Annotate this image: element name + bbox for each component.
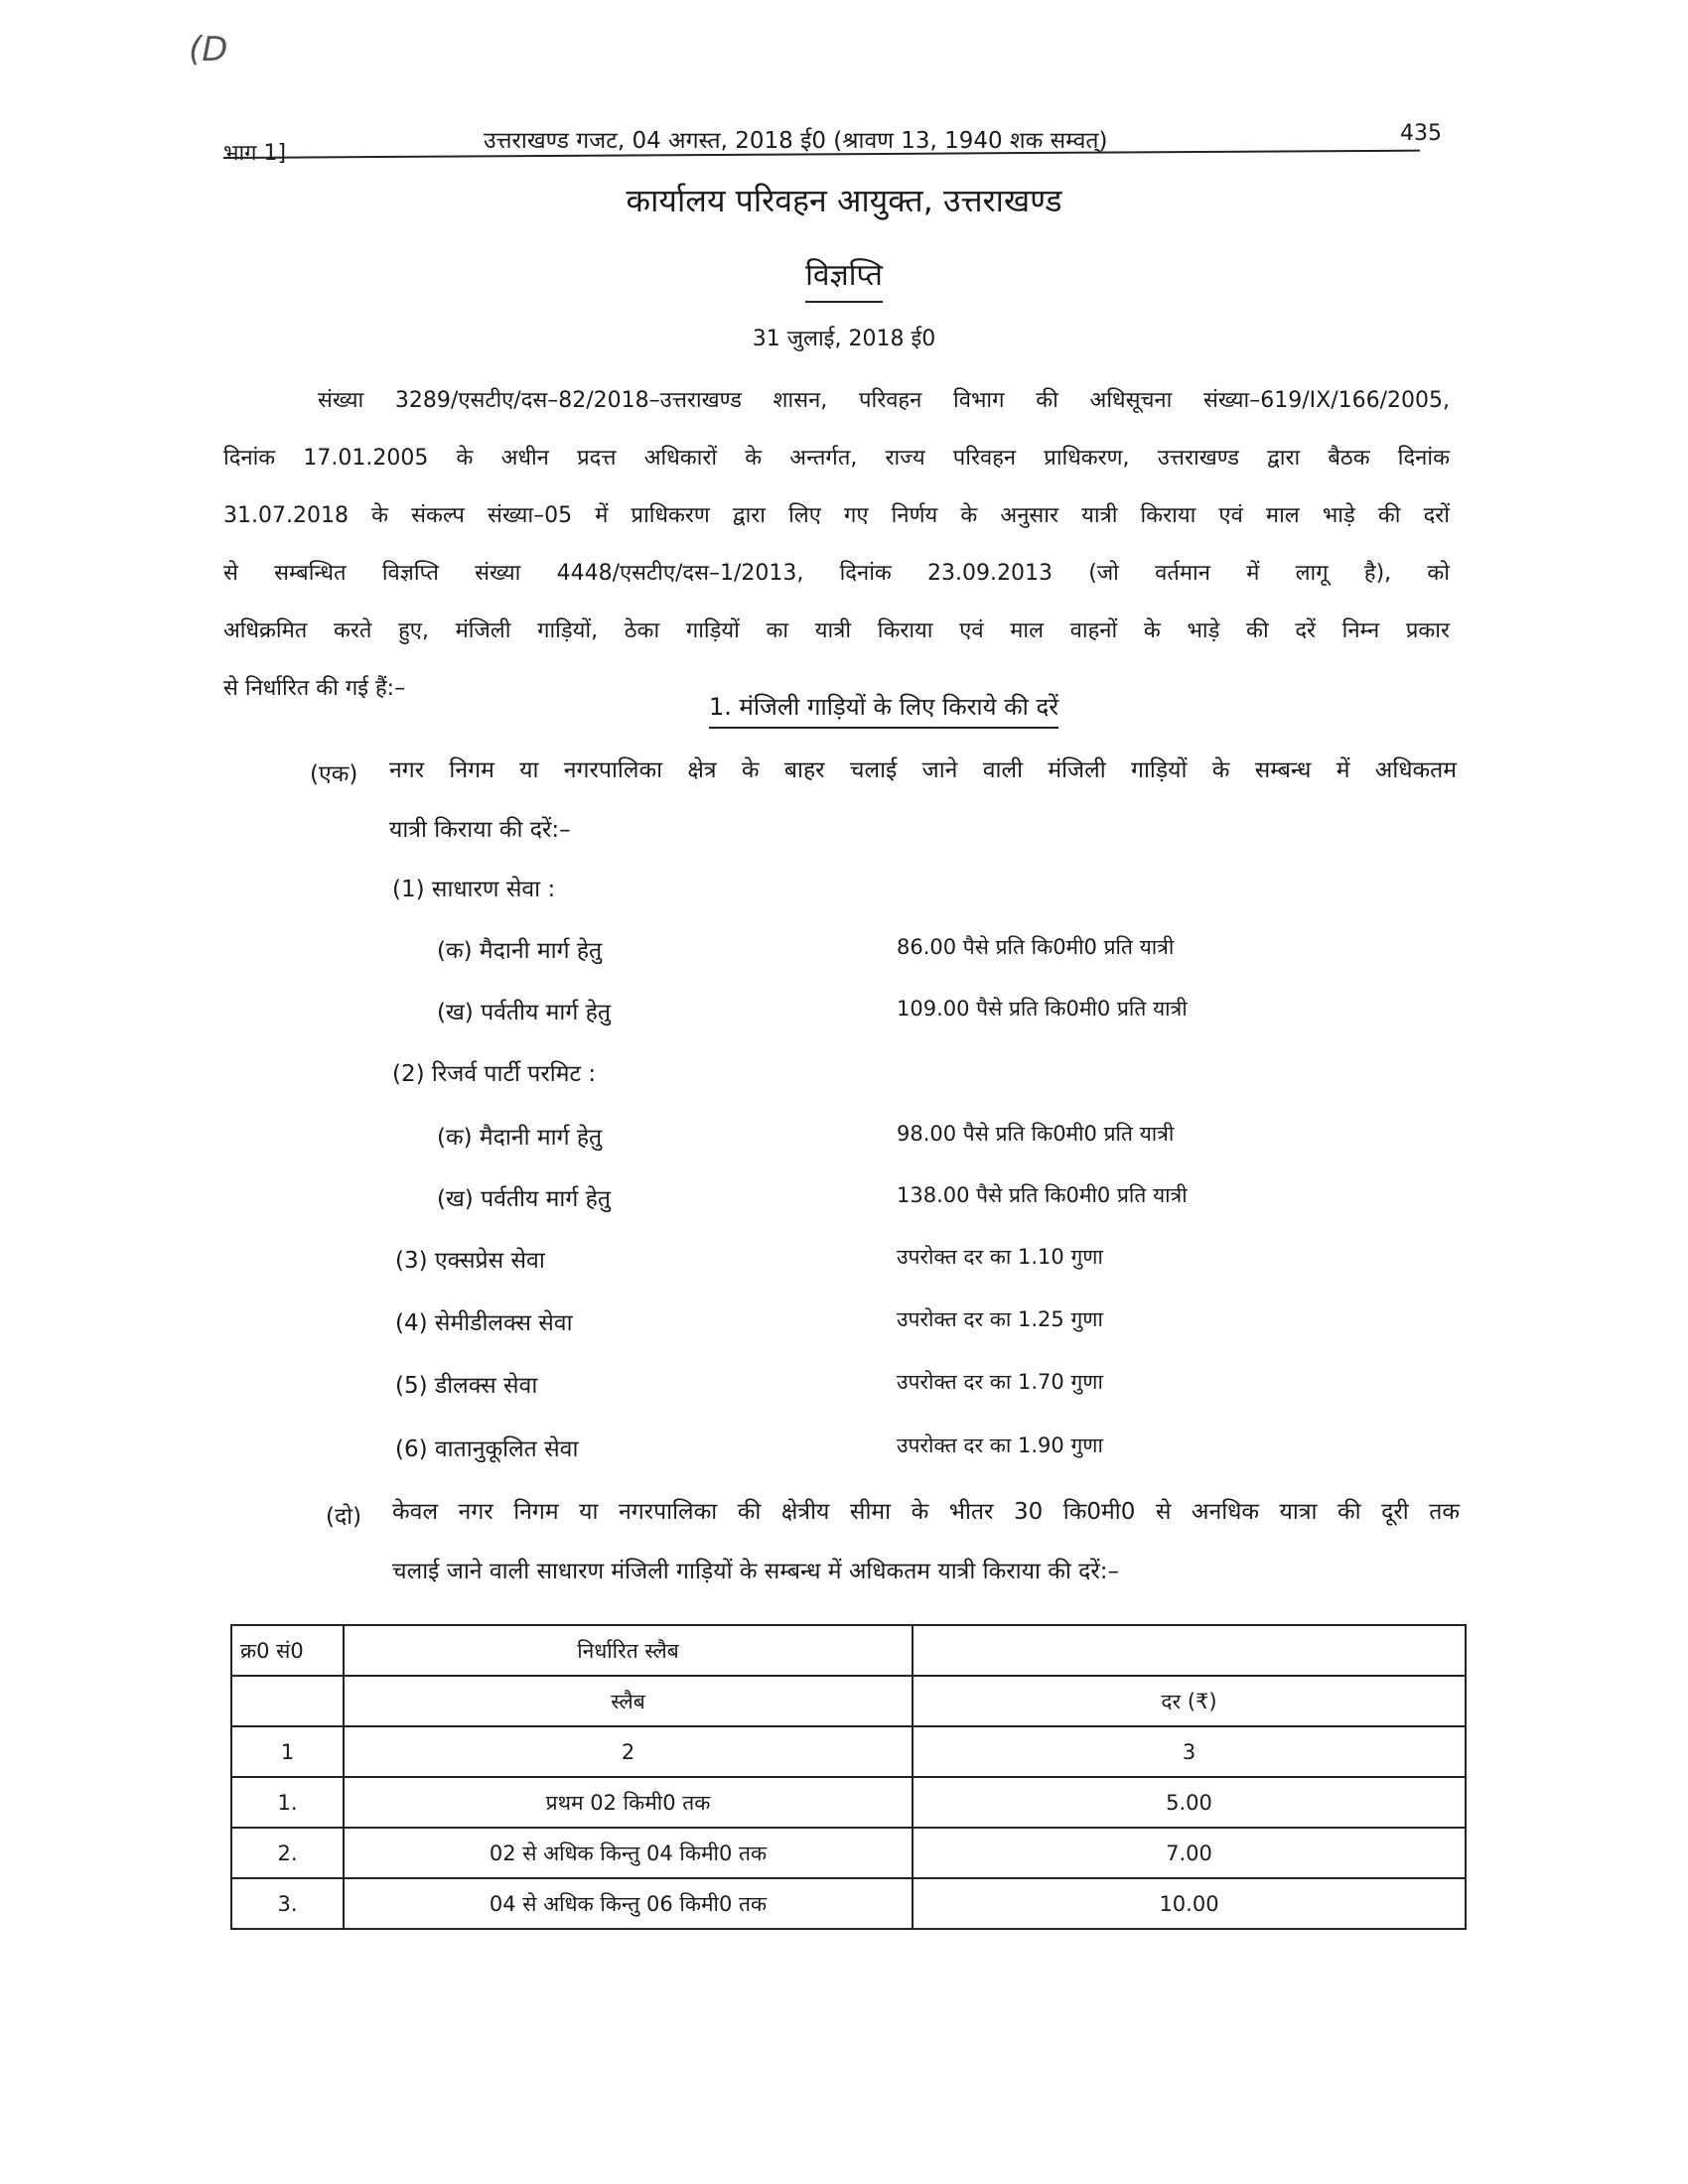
intro-line: अधिक्रमित करते हुए, मंजिली गाड़ियों, ठेका गाड़ियों का यात्री किराया एवं माल वाहनों के भाड़े की दरें निम्न प्रकार <box>223 618 1450 643</box>
row-rate: 10.00 <box>913 1878 1466 1929</box>
handwritten-page-mark: (D <box>189 30 228 69</box>
header-rate: दर (₹) <box>913 1676 1466 1726</box>
row-serial: 3. <box>231 1878 344 1929</box>
office-title: कार्यालय परिवहन आयुक्त, उत्तराखण्ड <box>626 182 1062 219</box>
table-row <box>231 1828 1466 1878</box>
section-1-title: 1. मंजिली गाड़ियों के लिए किराये की दरें <box>0 690 1688 723</box>
row-slab: प्रथम 02 किमी0 तक <box>344 1777 913 1828</box>
ac-service-label: (6) वातानुकूलित सेवा <box>395 1436 579 1462</box>
clause-b-marker: (दो) <box>326 1504 362 1530</box>
row-serial: 2. <box>231 1828 344 1878</box>
reserve-plain-route-label: (क) मैदानी मार्ग हेतु <box>437 1125 603 1151</box>
row-serial: 1. <box>231 1777 344 1828</box>
table-row <box>231 1878 1466 1929</box>
express-service-rate: उपरोक्त दर का 1.10 गुणा <box>897 1245 1103 1269</box>
col-number: 1 <box>231 1726 344 1777</box>
intro-paragraph <box>223 372 1450 718</box>
row-slab: 04 से अधिक किन्तु 06 किमी0 तक <box>344 1878 913 1929</box>
row-rate: 5.00 <box>913 1777 1466 1828</box>
ordinary-plain-route-rate: 86.00 पैसे प्रति कि0मी0 प्रति यात्री <box>897 935 1175 959</box>
notice-title: विज्ञप्ति <box>0 253 1688 294</box>
clause-a-line-1: नगर निगम या नगरपालिका क्षेत्र के बाहर चलाई जाने वाली मंजिली गाड़ियों के सम्बन्ध में अधिकतम <box>389 757 1457 783</box>
header-empty <box>913 1625 1466 1676</box>
ordinary-plain-route-label: (क) मैदानी मार्ग हेतु <box>437 938 603 964</box>
clause-a-marker: (एक) <box>310 761 358 787</box>
table-header-row <box>231 1625 1466 1676</box>
intro-line: दिनांक 17.01.2005 के अधीन प्रदत्त अधिकारों के अन्तर्गत, राज्य परिवहन प्राधिकरण, उत्तराखण्ड द्वारा बैठक दिनांक <box>223 446 1450 471</box>
clause-b-line-2: चलाई जाने वाली साधारण मंजिली गाड़ियों के सम्बन्ध में अधिकतम यात्री किराया की दरें:– <box>392 1559 1120 1584</box>
page-number: 435 <box>1400 121 1442 146</box>
gazette-header-title: उत्तराखण्ड गजट, 04 अगस्त, 2018 ई0 (श्रावण 13, 1940 शक सम्वत्) <box>484 128 1108 154</box>
reserve-party-permit-heading: (2) रिजर्व पार्टी परमिट : <box>392 1061 597 1087</box>
subheader-empty <box>231 1676 344 1726</box>
table-numbering-row <box>231 1726 1466 1777</box>
ac-service-rate: उपरोक्त दर का 1.90 गुणा <box>897 1433 1103 1457</box>
deluxe-service-label: (5) डीलक्स सेवा <box>395 1373 538 1399</box>
deluxe-service-rate: उपरोक्त दर का 1.70 गुणा <box>897 1370 1103 1394</box>
intro-line: से सम्बन्धित विज्ञप्ति संख्या 4448/एसटीए/दस–1/2013, दिनांक 23.09.2013 (जो वर्तमान में लागू है), को <box>223 561 1450 586</box>
header-slab: स्लैब <box>344 1676 913 1726</box>
reserve-plain-route-rate: 98.00 पैसे प्रति कि0मी0 प्रति यात्री <box>897 1122 1175 1146</box>
reserve-hill-route-label: (ख) पर्वतीय मार्ग हेतु <box>437 1186 611 1212</box>
header-prescribed-slab: निर्धारित स्लैब <box>344 1625 913 1676</box>
intro-line: संख्या 3289/एसटीए/दस–82/2018–उत्तराखण्ड शासन, परिवहन विभाग की अधिसूचना संख्या–619/IX/166/2005, <box>318 388 1450 413</box>
reserve-hill-route-rate: 138.00 पैसे प्रति कि0मी0 प्रति यात्री <box>897 1183 1188 1207</box>
express-service-label: (3) एक्सप्रेस सेवा <box>395 1248 545 1274</box>
col-number: 2 <box>344 1726 913 1777</box>
fare-slab-table <box>230 1624 1467 1930</box>
header-serial: क्र0 सं0 <box>231 1625 344 1676</box>
ordinary-service-heading: (1) साधारण सेवा : <box>392 877 556 902</box>
semi-deluxe-service-rate: उपरोक्त दर का 1.25 गुणा <box>897 1307 1103 1331</box>
row-rate: 7.00 <box>913 1828 1466 1878</box>
semi-deluxe-service-label: (4) सेमीडीलक्स सेवा <box>395 1310 573 1336</box>
col-number: 3 <box>913 1726 1466 1777</box>
table-subheader-row <box>231 1676 1466 1726</box>
clause-a-line-2: यात्री किराया की दरें:– <box>389 817 571 843</box>
ordinary-hill-route-label: (ख) पर्वतीय मार्ग हेतु <box>437 1000 611 1025</box>
row-slab: 02 से अधिक किन्तु 04 किमी0 तक <box>344 1828 913 1878</box>
notice-date: 31 जुलाई, 2018 ई0 <box>752 327 936 351</box>
clause-b-line-1: केवल नगर निगम या नगरपालिका की क्षेत्रीय सीमा के भीतर 30 कि0मी0 से अनधिक यात्रा की दूरी तक <box>392 1499 1460 1525</box>
intro-line: से निर्धारित की गई हैं:– <box>223 676 406 701</box>
ordinary-hill-route-rate: 109.00 पैसे प्रति कि0मी0 प्रति यात्री <box>897 997 1188 1021</box>
gazette-part: भाग 1] <box>223 141 287 166</box>
intro-line: 31.07.2018 के संकल्प संख्या–05 में प्राधिकरण द्वारा लिए गए निर्णय के अनुसार यात्री किराया एवं माल भाड़े की दरों <box>223 503 1450 528</box>
table-row <box>231 1777 1466 1828</box>
